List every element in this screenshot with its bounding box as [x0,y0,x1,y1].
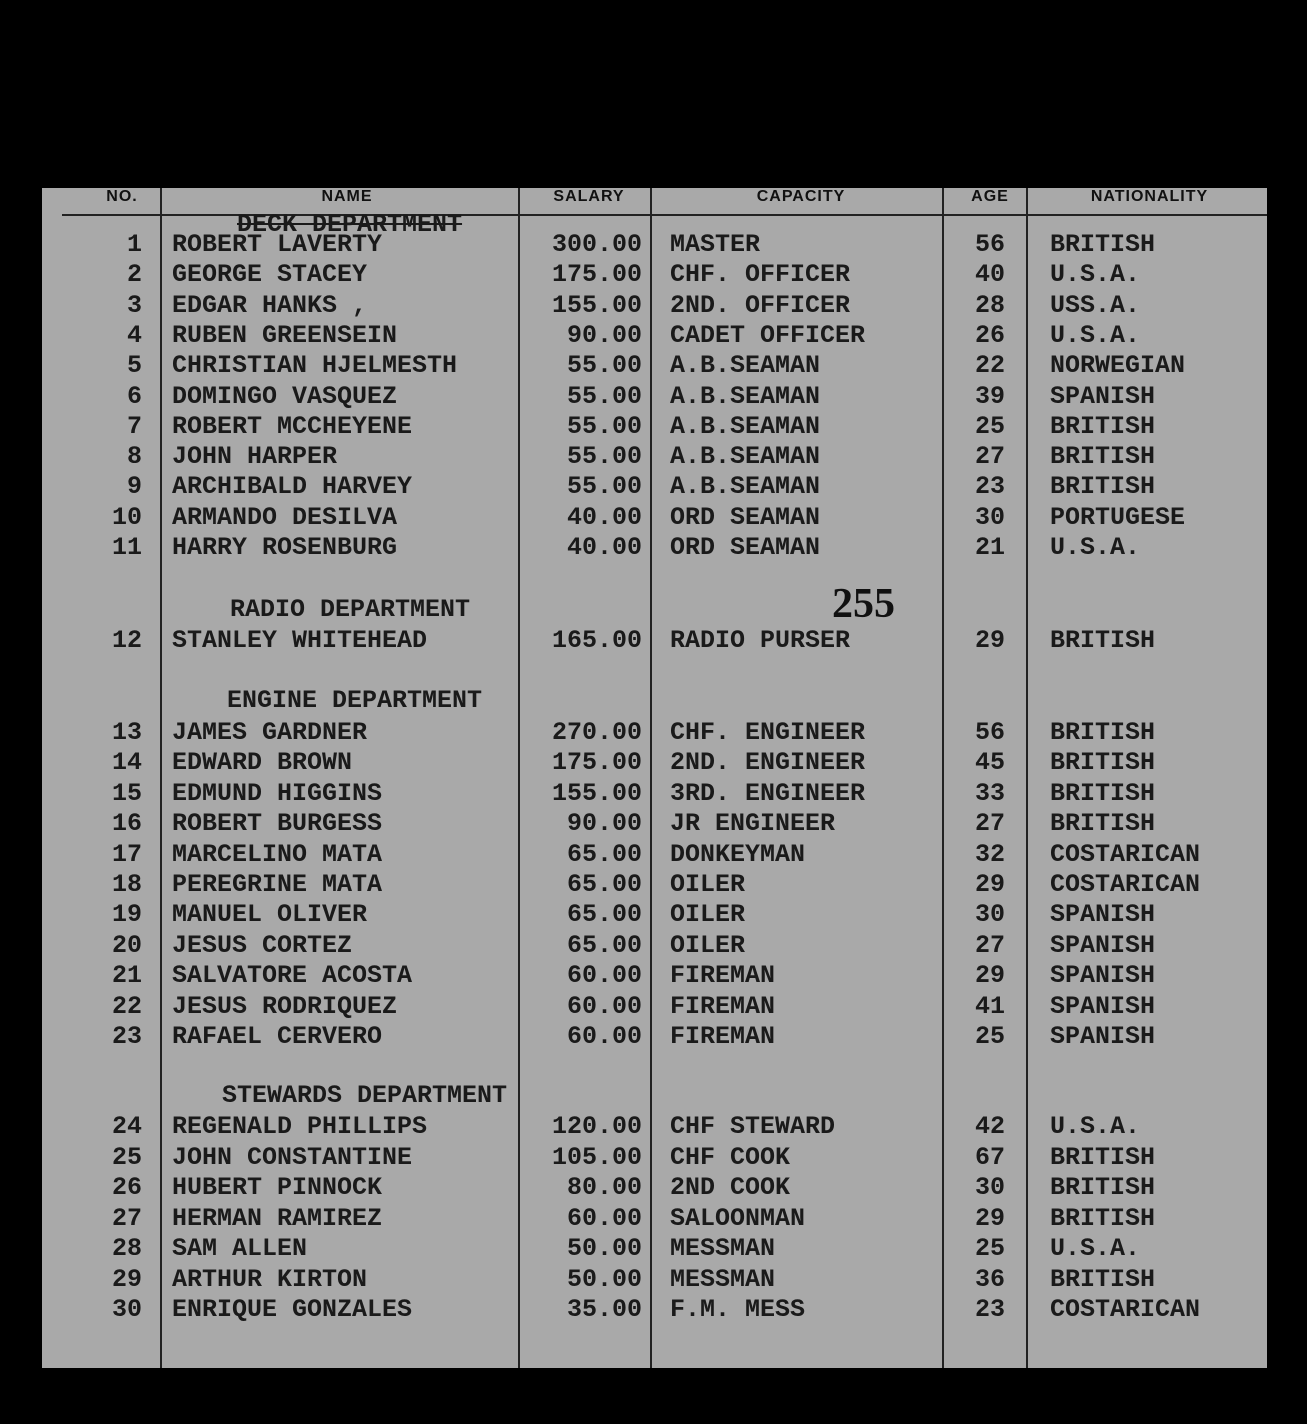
cell-age: 28 [974,290,1005,320]
cell-salary: 155.00 [551,778,642,808]
cell-salary: 55.00 [566,411,642,441]
cell-no: 18 [111,870,142,899]
cell-name: DOMINGO VASQUEZ [172,381,398,411]
cell-age: 23 [974,1295,1005,1324]
table-row [42,931,1267,961]
table-row [42,1143,1267,1173]
cell-age: 67 [974,1142,1005,1172]
cell-no: 10 [111,502,142,532]
cell-age: 22 [974,351,1005,381]
cell-capacity: CADET OFFICER [670,320,866,350]
cell-age: 56 [974,718,1005,747]
cell-nationality: SPANISH [1050,1022,1156,1051]
cell-name: EDMUND HIGGINS [172,778,383,808]
cell-salary: 60.00 [566,1203,642,1233]
cell-no: 11 [111,533,142,562]
cell-salary: 165.00 [551,626,642,655]
cell-capacity: A.B.SEAMAN [670,411,821,441]
dept-deck: DECK DEPARTMENT [237,210,463,239]
table-row [42,992,1267,1022]
cell-nationality: BRITISH [1050,748,1156,778]
cell-no: 7 [126,411,142,441]
cell-age: 23 [974,472,1005,502]
cell-name: EDGAR HANKS , [172,290,368,320]
cell-capacity: FIREMAN [670,1022,776,1051]
cell-capacity: MESSMAN [670,1234,776,1263]
cell-age: 45 [974,748,1005,778]
cell-age: 26 [974,320,1005,350]
cell-age: 25 [974,411,1005,441]
cell-no: 1 [126,230,142,259]
cell-capacity: DONKEYMAN [670,839,806,869]
cell-nationality: BRITISH [1050,472,1156,502]
cell-nationality: BRITISH [1050,411,1156,441]
cell-salary: 50.00 [566,1264,642,1294]
table-row [42,442,1267,472]
cell-name: HARRY ROSENBURG [172,533,398,562]
header-no: NO. [106,188,138,205]
cell-nationality: BRITISH [1050,778,1156,808]
cell-salary: 120.00 [551,1112,642,1141]
cell-salary: 90.00 [566,809,642,839]
cell-no: 12 [111,626,142,655]
cell-age: 39 [974,381,1005,411]
cell-no: 22 [111,991,142,1021]
cell-nationality: BRITISH [1050,809,1156,839]
cell-name: ROBERT LAVERTY [172,230,383,259]
cell-capacity: ORD SEAMAN [670,533,821,562]
cell-no: 27 [111,1203,142,1233]
table-row [42,870,1267,900]
cell-salary: 40.00 [566,502,642,532]
cell-name: JESUS CORTEZ [172,930,353,960]
cell-capacity: FIREMAN [670,991,776,1021]
dept-radio: RADIO DEPARTMENT [230,595,471,624]
cell-age: 30 [974,1173,1005,1202]
table-row [42,718,1267,748]
crew-list-sheet [42,188,1267,1368]
cell-age: 25 [974,1234,1005,1263]
cell-capacity: 2ND. ENGINEER [670,748,866,778]
cell-capacity: CHF. OFFICER [670,260,851,290]
header-age: AGE [971,188,1009,205]
cell-age: 21 [974,533,1005,562]
table-row [42,472,1267,502]
cell-capacity: OILER [670,870,746,899]
table-row [42,230,1267,260]
cell-no: 5 [126,351,142,381]
cell-age: 41 [974,991,1005,1021]
cell-capacity: 2ND. OFFICER [670,290,851,320]
cell-salary: 55.00 [566,472,642,502]
table-row [42,809,1267,839]
table-row [42,1173,1267,1203]
cell-capacity: CHF COOK [670,1142,791,1172]
cell-age: 27 [974,442,1005,472]
cell-salary: 65.00 [566,839,642,869]
dept-engine: ENGINE DEPARTMENT [227,686,483,715]
cell-nationality: BRITISH [1050,1203,1156,1233]
cell-nationality: U.S.A. [1050,260,1141,290]
header-capacity: CAPACITY [756,188,846,205]
cell-nationality: SPANISH [1050,961,1156,991]
cell-no: 26 [111,1173,142,1202]
cell-name: ARMANDO DESILVA [172,502,398,532]
cell-capacity: OILER [670,900,746,930]
cell-name: JOHN CONSTANTINE [172,1142,413,1172]
cell-no: 19 [111,900,142,930]
cell-capacity: A.B.SEAMAN [670,442,821,472]
header-salary: SALARY [553,188,625,205]
cell-nationality: U.S.A. [1050,1234,1141,1263]
cell-age: 27 [974,809,1005,839]
cell-no: 24 [111,1112,142,1141]
cell-capacity: ORD SEAMAN [670,502,821,532]
cell-no: 8 [126,442,142,472]
table-row [42,900,1267,930]
cell-name: SAM ALLEN [172,1234,308,1263]
cell-capacity: A.B.SEAMAN [670,351,821,381]
table-row [42,626,1267,656]
table-row [42,1204,1267,1234]
cell-no: 23 [111,1022,142,1051]
cell-nationality: COSTARICAN [1050,839,1201,869]
cell-capacity: OILER [670,930,746,960]
cell-salary: 35.00 [566,1295,642,1324]
cell-no: 30 [111,1295,142,1324]
cell-salary: 90.00 [566,320,642,350]
cell-no: 25 [111,1142,142,1172]
cell-no: 28 [111,1234,142,1263]
cell-nationality: U.S.A. [1050,320,1141,350]
cell-age: 30 [974,502,1005,532]
cell-name: REGENALD PHILLIPS [172,1112,428,1141]
cell-capacity: JR ENGINEER [670,809,836,839]
cell-nationality: BRITISH [1050,1264,1156,1294]
cell-no: 29 [111,1264,142,1294]
cell-capacity: CHF. ENGINEER [670,718,866,747]
cell-nationality: PORTUGESE [1050,502,1186,532]
cell-name: HERMAN RAMIREZ [172,1203,383,1233]
cell-name: JESUS RODRIQUEZ [172,991,398,1021]
cell-salary: 80.00 [566,1173,642,1202]
cell-capacity: MASTER [670,230,761,259]
cell-name: ARTHUR KIRTON [172,1264,368,1294]
table-row [42,779,1267,809]
cell-salary: 40.00 [566,533,642,562]
cell-no: 21 [111,961,142,991]
cell-nationality: BRITISH [1050,230,1156,259]
cell-age: 29 [974,626,1005,655]
cell-nationality: SPANISH [1050,930,1156,960]
cell-nationality: SPANISH [1050,900,1156,930]
cell-name: MANUEL OLIVER [172,900,368,930]
cell-name: GEORGE STACEY [172,260,368,290]
cell-capacity: FIREMAN [670,961,776,991]
cell-nationality: U.S.A. [1050,533,1141,562]
cell-name: PEREGRINE MATA [172,870,383,899]
cell-salary: 60.00 [566,1022,642,1051]
cell-capacity: CHF STEWARD [670,1112,836,1141]
table-row [42,840,1267,870]
cell-capacity: 3RD. ENGINEER [670,778,866,808]
cell-name: JOHN HARPER [172,442,338,472]
cell-name: CHRISTIAN HJELMESTH [172,351,458,381]
cell-name: HUBERT PINNOCK [172,1173,383,1202]
cell-salary: 175.00 [551,260,642,290]
cell-no: 14 [111,748,142,778]
cell-salary: 60.00 [566,961,642,991]
table-row [42,961,1267,991]
cell-age: 42 [974,1112,1005,1141]
table-row [42,533,1267,563]
cell-no: 4 [126,320,142,350]
cell-age: 29 [974,870,1005,899]
cell-salary: 175.00 [551,748,642,778]
cell-no: 16 [111,809,142,839]
cell-age: 36 [974,1264,1005,1294]
cell-salary: 270.00 [551,718,642,747]
cell-nationality: BRITISH [1050,1173,1156,1202]
cell-nationality: COSTARICAN [1050,870,1201,899]
cell-capacity: RADIO PURSER [670,626,851,655]
cell-nationality: BRITISH [1050,1142,1156,1172]
cell-salary: 55.00 [566,381,642,411]
cell-capacity: SALOONMAN [670,1203,806,1233]
cell-age: 33 [974,778,1005,808]
page-stamp: 255 [832,581,895,627]
cell-capacity: A.B.SEAMAN [670,472,821,502]
cell-salary: 55.00 [566,351,642,381]
cell-age: 40 [974,260,1005,290]
cell-age: 29 [974,1203,1005,1233]
cell-salary: 50.00 [566,1234,642,1263]
cell-nationality: SPANISH [1050,991,1156,1021]
table-row [42,412,1267,442]
cell-no: 17 [111,839,142,869]
cell-name: ROBERT MCCHEYENE [172,411,413,441]
table-row [42,1022,1267,1052]
cell-no: 6 [126,381,142,411]
table-row [42,503,1267,533]
cell-nationality: BRITISH [1050,442,1156,472]
table-row [42,291,1267,321]
cell-age: 25 [974,1022,1005,1051]
cell-salary: 155.00 [551,290,642,320]
cell-no: 13 [111,718,142,747]
cell-age: 29 [974,961,1005,991]
cell-salary: 65.00 [566,870,642,899]
cell-salary: 300.00 [551,230,642,259]
table-row [42,351,1267,381]
cell-nationality: BRITISH [1050,626,1156,655]
cell-name: ENRIQUE GONZALES [172,1295,413,1324]
table-row [42,748,1267,778]
cell-age: 32 [974,839,1005,869]
cell-no: 9 [126,472,142,502]
cell-salary: 65.00 [566,930,642,960]
cell-salary: 105.00 [551,1142,642,1172]
cell-salary: 65.00 [566,900,642,930]
cell-salary: 60.00 [566,991,642,1021]
cell-nationality: SPANISH [1050,381,1156,411]
table-row [42,1265,1267,1295]
header-name: NAME [321,188,373,205]
cell-name: RUBEN GREENSEIN [172,320,398,350]
table-row [42,321,1267,351]
cell-name: STANLEY WHITEHEAD [172,626,428,655]
cell-name: SALVATORE ACOSTA [172,961,413,991]
cell-nationality: U.S.A. [1050,1112,1141,1141]
cell-capacity: A.B.SEAMAN [670,381,821,411]
cell-capacity: F.M. MESS [670,1295,806,1324]
cell-nationality: NORWEGIAN [1050,351,1186,381]
cell-capacity: 2ND COOK [670,1173,791,1202]
dept-stewards: STEWARDS DEPARTMENT [222,1081,508,1110]
cell-no: 2 [126,260,142,290]
cell-name: MARCELINO MATA [172,839,383,869]
cell-capacity: MESSMAN [670,1264,776,1294]
cell-no: 15 [111,778,142,808]
table-row [42,382,1267,412]
cell-nationality: BRITISH [1050,718,1156,747]
cell-age: 27 [974,930,1005,960]
cell-name: RAFAEL CERVERO [172,1022,383,1051]
table-row [42,1112,1267,1142]
cell-nationality: COSTARICAN [1050,1295,1201,1324]
cell-no: 3 [126,290,142,320]
cell-name: ROBERT BURGESS [172,809,383,839]
header-nationality: NATIONALITY [1090,188,1209,205]
cell-age: 56 [974,230,1005,259]
cell-name: ARCHIBALD HARVEY [172,472,413,502]
table-row [42,1234,1267,1264]
table-row [42,1295,1267,1325]
cell-nationality: USS.A. [1050,290,1141,320]
table-row [42,260,1267,290]
cell-name: JAMES GARDNER [172,718,368,747]
cell-age: 30 [974,900,1005,930]
cell-name: EDWARD BROWN [172,748,353,778]
cell-salary: 55.00 [566,442,642,472]
cell-no: 20 [111,930,142,960]
